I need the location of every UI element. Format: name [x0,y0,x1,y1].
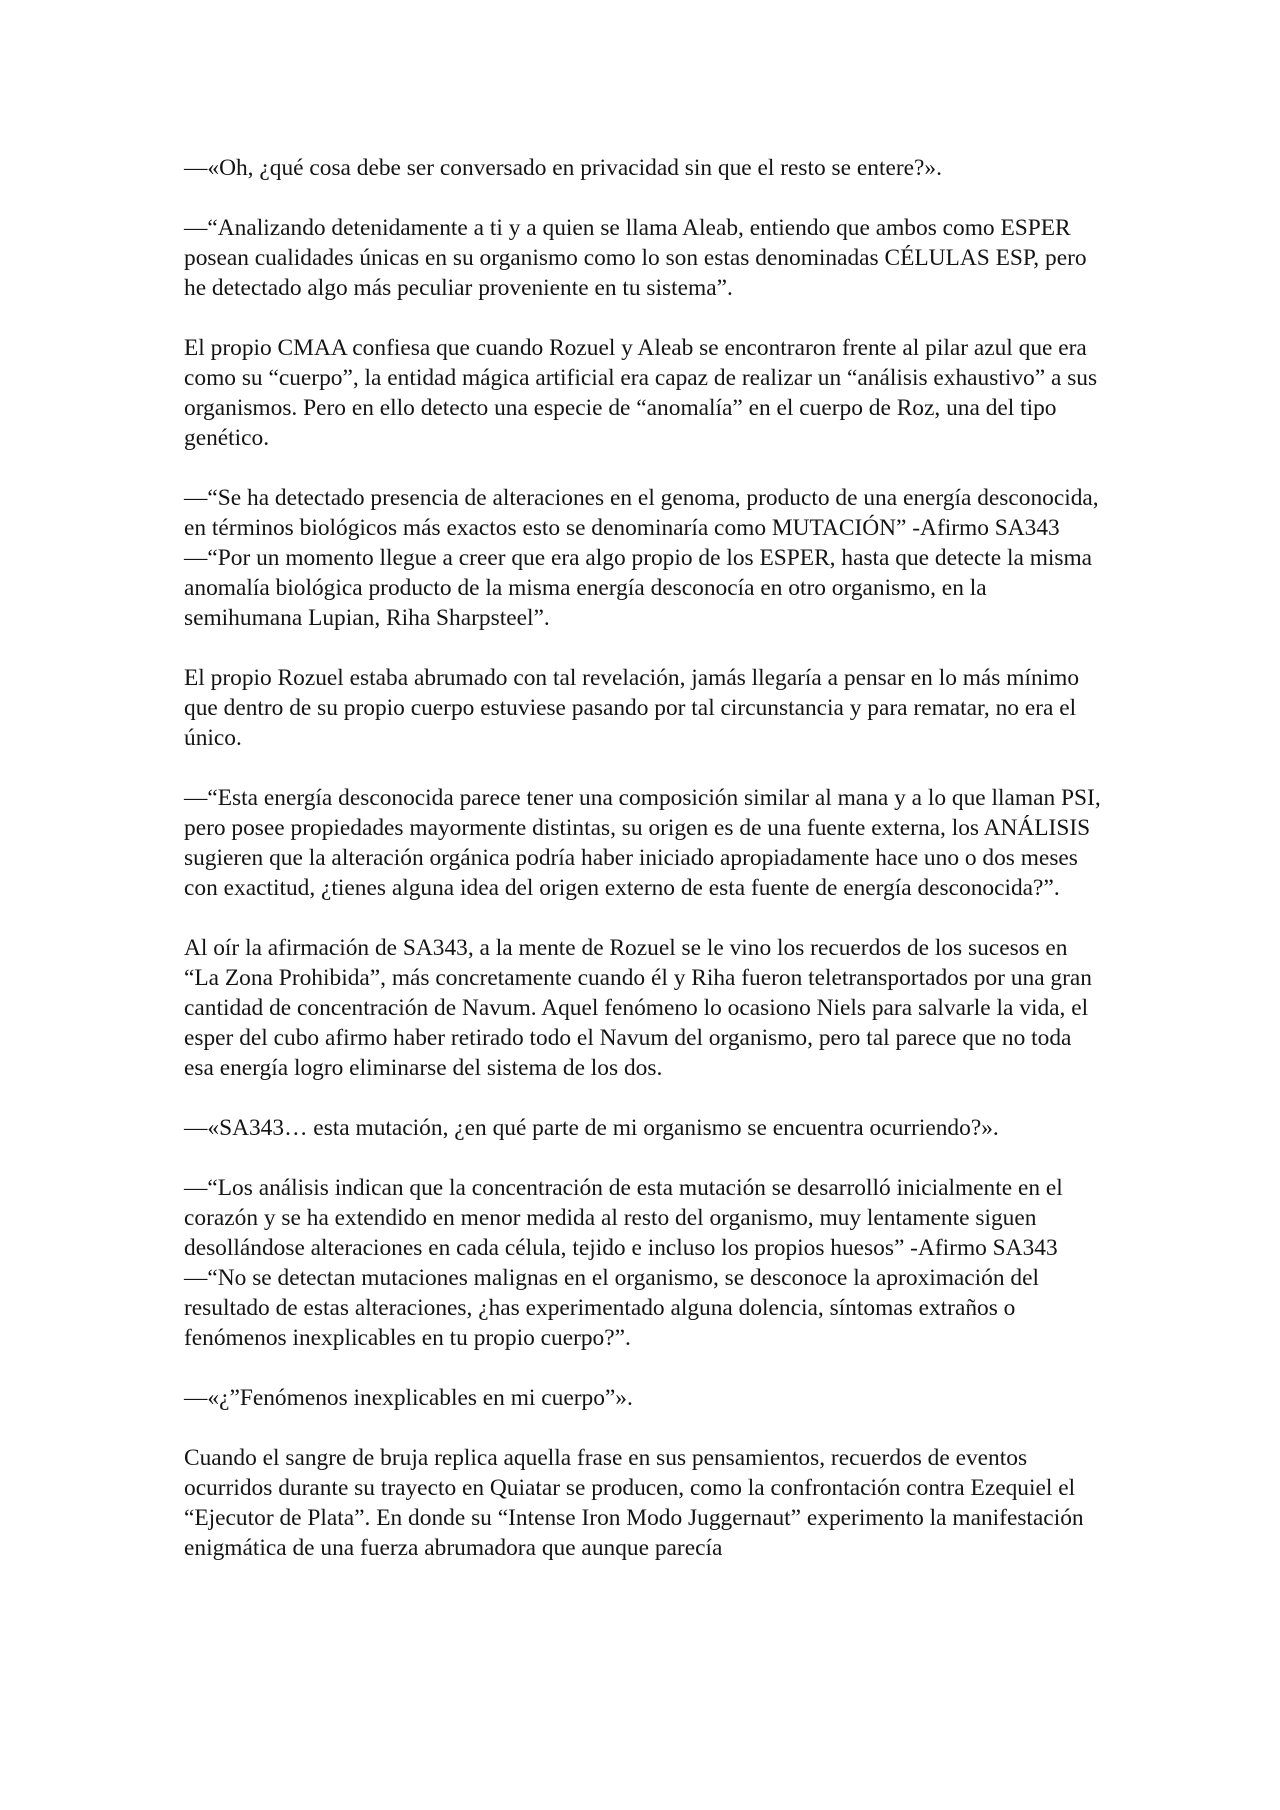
paragraph-1: —«Oh, ¿qué cosa debe ser conversado en privacidad sin que el resto se entere?». [184,155,942,181]
paragraph-2: —“Analizando detenidamente a ti y a quien se llama Aleab, entiendo que ambos como ESPER posean cualidades únicas en su organismo como lo son estas denominadas CÉLULAS ESP, pero he detectado algo más peculiar proveniente en tu sistema”. [184,215,1087,301]
paragraph-7: Al oír la afirmación de SA343, a la mente de Rozuel se le vino los recuerdos de los sucesos en “La Zona Prohibida”, más concretamente cuando él y Riha fueron teletransportados por una gran cantidad de concentración de Navum. Aquel fenómeno lo ocasiono Niels para salvarle la vida, el esper del cubo afirmo haber retirado todo el Navum del organismo, pero tal parece que no toda esa energía logro eliminarse del sistema de los dos. [184,935,1092,1081]
paragraph-6: —“Esta energía desconocida parece tener una composición similar al mana y a lo que llaman PSI, pero posee propiedades mayormente distintas, su origen es de una fuente externa, los ANÁLISIS sugieren que la alteración orgánica podría haber iniciado apropiadamente hace uno o dos meses con exactitud, ¿tienes alguna idea del origen externo de esta fuente de energía desconocida?”. [184,785,1101,901]
paragraph-9: —“Los análisis indican que la concentración de esta mutación se desarrolló inicialmente en el corazón y se ha extendido en menor medida al resto del organismo, muy lentamente siguen desollándose alteraciones en cada célula, tejido e incluso los propios huesos” -Afirmo SA343 —“No se detectan mutaciones malignas en el organismo, se desconoce la aproximación del resultado de estas alteraciones, ¿has experimentado alguna dolencia, síntomas extraños o fenómenos inexplicables en tu propio cuerpo?”. [184,1175,1063,1351]
paragraph-5: El propio Rozuel estaba abrumado con tal revelación, jamás llegaría a pensar en lo más mínimo que dentro de su propio cuerpo estuviese pasando por tal circunstancia y para rematar, no era el único. [184,665,1080,751]
document-body [184,153,1106,1593]
paragraph-10: —«¿”Fenómenos inexplicables en mi cuerpo”». [184,1385,633,1411]
paragraph-3: El propio CMAA confiesa que cuando Rozuel y Aleab se encontraron frente al pilar azul que era como su “cuerpo”, la entidad mágica artificial era capaz de realizar un “análisis exhaustivo” a sus organismos. Pero en ello detecto una especie de “anomalía” en el cuerpo de Roz, una del tipo genético. [184,335,1098,451]
paragraph-4: —“Se ha detectado presencia de alteraciones en el genoma, producto de una energía desconocida, en términos biológicos más exactos esto se denominaría como MUTACIÓN” -Afirmo SA343 —“Por un momento llegue a creer que era algo propio de los ESPER, hasta que detecte la misma anomalía biológica producto de la misma energía desconocía en otro organismo, en la semihumana Lupian, Riha Sharpsteel”. [184,485,1099,631]
paragraph-11: Cuando el sangre de bruja replica aquella frase en sus pensamientos, recuerdos de eventos ocurridos durante su trayecto en Quiatar se producen, como la confrontación contra Ezequiel el “Ejecutor de Plata”. En donde su “Intense Iron Modo Juggernaut” experimento la manifestación enigmática de una fuerza abrumadora que aunque parecía [184,1445,1084,1561]
paragraph-8: —«SA343… esta mutación, ¿en qué parte de mi organismo se encuentra ocurriendo?». [184,1115,999,1141]
